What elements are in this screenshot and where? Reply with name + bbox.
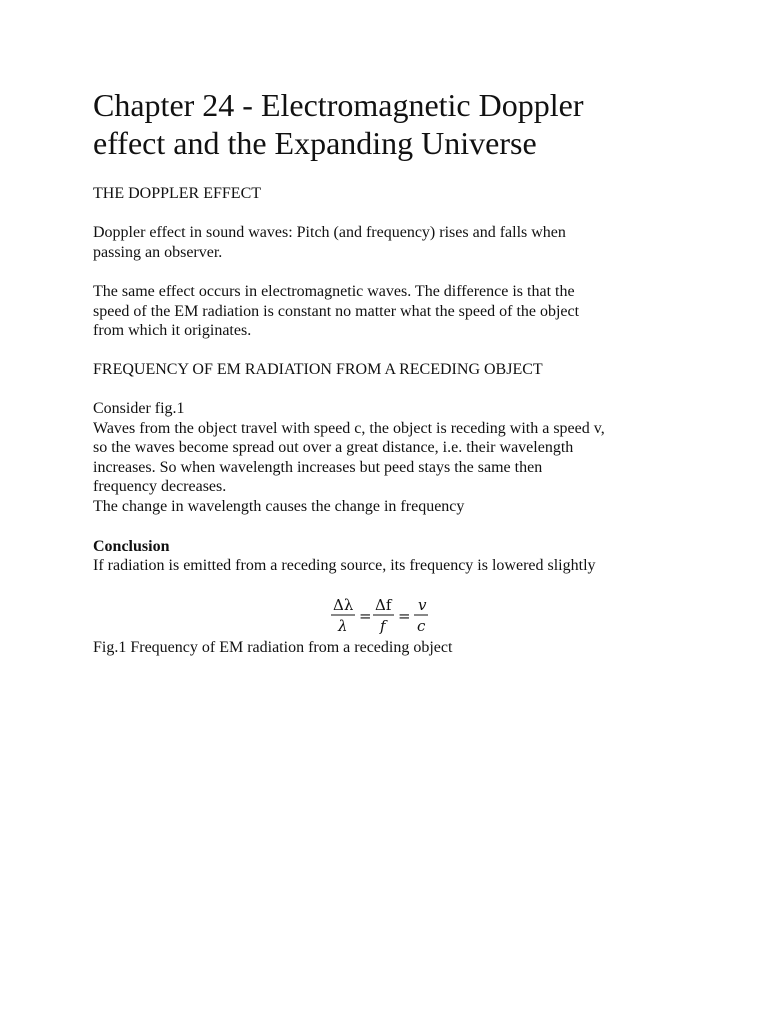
paragraph-line: so the waves become spread out over a great distance, i.e. their wavelength	[93, 439, 574, 456]
equation-denominator-1: λ	[338, 617, 348, 635]
paragraph-consider-fig	[93, 399, 693, 516]
equation-svg	[328, 594, 448, 640]
section-heading-text: THE DOPPLER EFFECT	[93, 185, 262, 202]
title-line-2: effect and the Expanding Universe	[93, 125, 537, 161]
conclusion-heading-text: Conclusion	[93, 538, 170, 555]
equation-numerator-1: Δλ	[333, 596, 354, 614]
figure-caption	[93, 638, 693, 658]
paragraph-line: The same effect occurs in electromagnetic waves. The difference is that the	[93, 283, 575, 300]
conclusion-paragraph	[93, 556, 693, 576]
section-heading-receding-object	[93, 360, 693, 380]
paragraph-line: The change in wavelength causes the change in frequency	[93, 497, 465, 515]
equals-sign-1: =	[359, 607, 372, 625]
conclusion-text: If radiation is emitted from a receding source, its frequency is lowered slightly	[93, 557, 596, 574]
paragraph-line: increases. So when wavelength increases but peed stays the same then	[93, 458, 543, 476]
paragraph-line: Waves from the object travel with speed c, the object is receding with a speed v,	[93, 419, 605, 437]
equation-numerator-2: Δf	[375, 596, 392, 614]
paragraph-line: frequency decreases.	[93, 478, 227, 495]
doppler-equation	[93, 594, 683, 640]
equation-numerator-3: v	[418, 596, 427, 614]
paragraph-line: from which it originates.	[93, 322, 252, 339]
section-heading-text: FREQUENCY OF EM RADIATION FROM A RECEDING OBJECT	[93, 361, 543, 378]
page-title	[93, 86, 693, 162]
equation-denominator-2: f	[380, 617, 386, 635]
conclusion-heading	[93, 537, 693, 557]
section-heading-doppler-effect	[93, 184, 693, 204]
paragraph-em-waves	[93, 282, 693, 341]
paragraph-line: Consider fig.1	[93, 400, 185, 417]
paragraph-line: speed of the EM radiation is constant no matter what the speed of the object	[93, 302, 580, 320]
paragraph-line: Doppler effect in sound waves: Pitch (and frequency) rises and falls when	[93, 224, 566, 241]
paragraph-sound-waves	[93, 223, 693, 262]
figure-caption-text: Fig.1 Frequency of EM radiation from a receding object	[93, 639, 453, 656]
equation-denominator-3: c	[417, 617, 426, 635]
paragraph-line: passing an observer.	[93, 243, 223, 261]
equals-sign-2: =	[398, 607, 411, 625]
title-line-1: Chapter 24 - Electromagnetic Doppler	[93, 87, 584, 123]
